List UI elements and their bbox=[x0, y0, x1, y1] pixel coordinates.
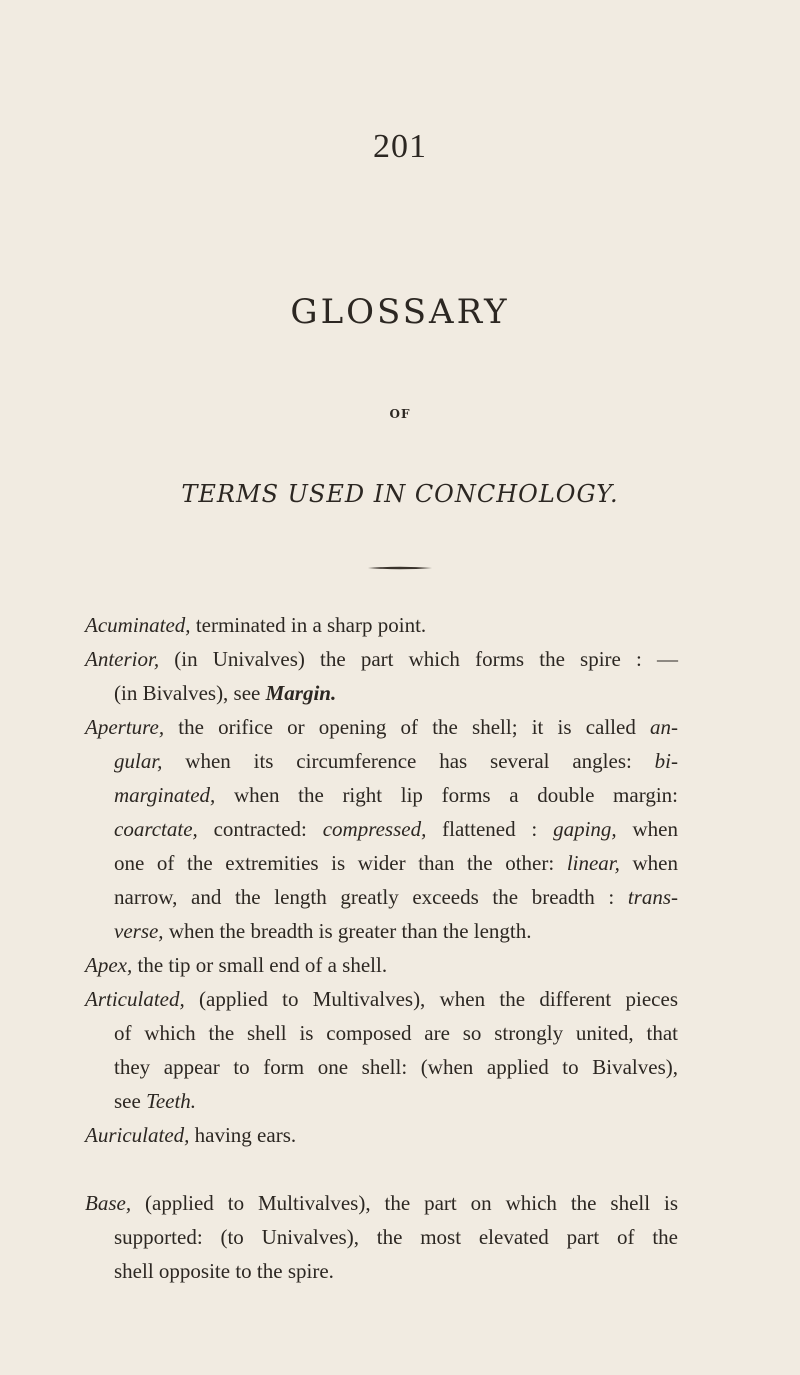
term: Base, bbox=[85, 1191, 132, 1215]
definition-text: contracted: bbox=[197, 817, 323, 841]
definition-text: narrow, and the length greatly exceeds the breadth : bbox=[114, 885, 628, 909]
term: Apex, bbox=[85, 953, 133, 977]
sub-term: gaping, bbox=[553, 817, 617, 841]
definition-text: when the right lip forms a double margin: bbox=[215, 783, 678, 807]
ornamental-rule bbox=[368, 566, 432, 570]
sub-term: linear, bbox=[566, 851, 620, 875]
sub-term: verse, bbox=[114, 919, 164, 943]
sub-term: marginated, bbox=[114, 783, 216, 807]
definition-text: having ears. bbox=[189, 1123, 297, 1147]
definition-text: (in Univalves) the part which forms the spire : — bbox=[159, 647, 678, 671]
term: Auriculated, bbox=[85, 1123, 190, 1147]
sub-term: bi- bbox=[654, 749, 678, 773]
glossary-entries bbox=[85, 608, 678, 1288]
term: Acuminated, bbox=[85, 613, 191, 637]
glossary-entry-articulated bbox=[85, 982, 678, 1118]
definition-text: when bbox=[616, 817, 678, 841]
section-gap bbox=[114, 1152, 678, 1186]
page-subtitle: TERMS USED IN CONCHOLOGY. bbox=[181, 480, 619, 508]
definition-text: when bbox=[619, 851, 678, 875]
glossary-entry-anterior bbox=[85, 642, 678, 710]
sub-term: gular, bbox=[114, 749, 163, 773]
sub-term: trans- bbox=[627, 885, 678, 909]
glossary-entry-apex bbox=[85, 948, 678, 982]
definition-text: of which the shell is composed are so strongly united, that bbox=[114, 1021, 678, 1045]
title-connector: OF bbox=[389, 407, 411, 421]
definition-text: when its circumference has several angles: bbox=[162, 749, 655, 773]
definition-text: (in Bivalves), see bbox=[114, 681, 266, 705]
definition-text: the orifice or opening of the shell; it is called bbox=[164, 715, 650, 739]
sub-term: coarctate, bbox=[114, 817, 198, 841]
sub-term: an- bbox=[650, 715, 678, 739]
definition-text: supported: (to Univalves), the most elevated part of the bbox=[114, 1225, 678, 1249]
term: Articulated, bbox=[85, 987, 185, 1011]
glossary-entry-auriculated bbox=[85, 1118, 678, 1152]
term: Aperture, bbox=[85, 715, 165, 739]
definition-text: terminated in a sharp point. bbox=[190, 613, 427, 637]
term: Anterior, bbox=[85, 647, 160, 671]
sub-term: compressed, bbox=[322, 817, 427, 841]
definition-text: when the breadth is greater than the length. bbox=[163, 919, 532, 943]
glossary-entry-base bbox=[85, 1186, 678, 1288]
definition-text: flattened : bbox=[426, 817, 554, 841]
cross-reference: Teeth. bbox=[146, 1089, 197, 1113]
definition-text: one of the extremities is wider than the other: bbox=[114, 851, 567, 875]
definition-text: they appear to form one shell: (when applied to Bivalves), bbox=[114, 1055, 678, 1079]
definition-text: see bbox=[114, 1089, 147, 1113]
page-title: GLOSSARY bbox=[290, 292, 510, 332]
page-number: 201 bbox=[373, 128, 427, 165]
definition-text: (applied to Multivalves), when the different pieces bbox=[184, 987, 678, 1011]
definition-text: shell opposite to the spire. bbox=[114, 1259, 334, 1283]
cross-reference: Margin. bbox=[265, 681, 337, 705]
glossary-entry-acuminated bbox=[85, 608, 678, 642]
glossary-entry-aperture bbox=[85, 710, 678, 948]
definition-text: (applied to Multivalves), the part on which the shell is bbox=[131, 1191, 678, 1215]
definition-text: the tip or small end of a shell. bbox=[132, 953, 388, 977]
